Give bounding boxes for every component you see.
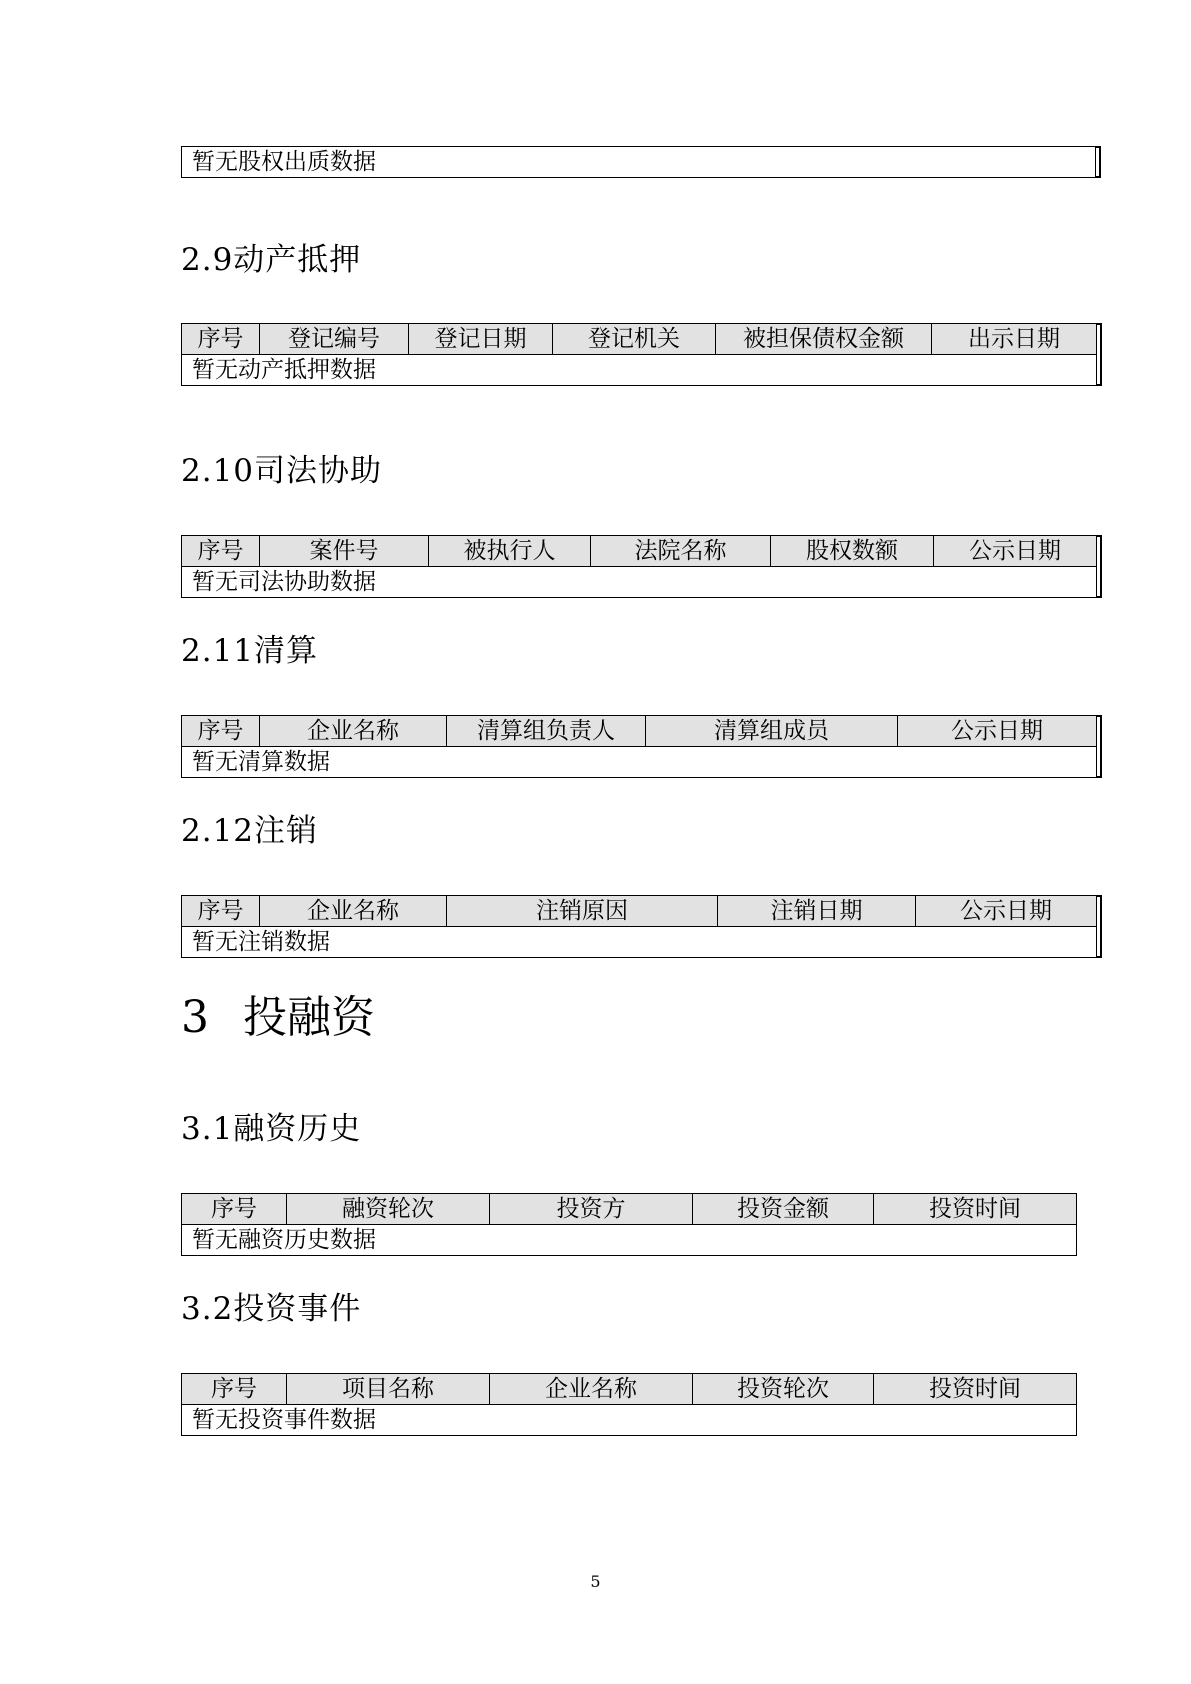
table-header-row [182, 1374, 1077, 1405]
col-header: 企业名称 [260, 716, 447, 747]
col-header: 被担保债权金额 [716, 324, 932, 355]
section-title-3-2: 3.2投资事件 [181, 1291, 362, 1327]
col-header: 股权数额 [771, 536, 934, 567]
col-header: 公示日期 [916, 896, 1097, 927]
chapter-number: 3 [181, 992, 209, 1043]
col-header: 投资时间 [874, 1194, 1077, 1225]
section-title-2-11: 2.11清算 [181, 633, 319, 669]
col-header: 清算组负责人 [447, 716, 646, 747]
table-header-row [182, 536, 1097, 567]
col-header: 登记机关 [553, 324, 716, 355]
empty-row: 暂无融资历史数据 [182, 1225, 1077, 1256]
chapter-title-3 [181, 993, 375, 1043]
empty-row: 暂无注销数据 [182, 927, 1097, 958]
section-title-2-12: 2.12注销 [181, 813, 319, 849]
col-header: 清算组成员 [646, 716, 898, 747]
col-header: 案件号 [260, 536, 429, 567]
chattel-mortgage-table [181, 323, 1097, 386]
table-header-row [182, 896, 1097, 927]
section-title-2-9: 2.9动产抵押 [181, 242, 362, 278]
col-header: 序号 [182, 536, 260, 567]
col-header: 出示日期 [932, 324, 1097, 355]
col-header: 序号 [182, 324, 260, 355]
chapter-title: 投融资 [243, 992, 375, 1043]
col-header: 项目名称 [287, 1374, 490, 1405]
empty-row: 暂无清算数据 [182, 747, 1097, 778]
table-header-row [182, 324, 1097, 355]
table-header-row [182, 716, 1097, 747]
col-header: 公示日期 [934, 536, 1097, 567]
equity-pledge-table [181, 146, 1096, 178]
col-header: 注销原因 [447, 896, 718, 927]
col-header: 序号 [182, 1374, 287, 1405]
empty-row: 暂无投资事件数据 [182, 1405, 1077, 1436]
financing-history-table [181, 1193, 1077, 1256]
col-header: 公示日期 [898, 716, 1097, 747]
col-header: 登记日期 [409, 324, 553, 355]
col-header: 被执行人 [429, 536, 591, 567]
col-header: 法院名称 [591, 536, 771, 567]
table-header-row [182, 1194, 1077, 1225]
page-number: 5 [590, 1572, 601, 1591]
col-header: 序号 [182, 1194, 287, 1225]
judicial-assistance-table [181, 535, 1097, 598]
liquidation-table [181, 715, 1097, 778]
section-title-3-1: 3.1融资历史 [181, 1111, 362, 1147]
section-title-2-10: 2.10司法协助 [181, 453, 383, 489]
col-header: 投资金额 [693, 1194, 874, 1225]
col-header: 登记编号 [260, 324, 409, 355]
col-header: 投资轮次 [693, 1374, 874, 1405]
empty-row: 暂无司法协助数据 [182, 567, 1097, 598]
col-header: 企业名称 [260, 896, 447, 927]
deregistration-table [181, 895, 1097, 958]
col-header: 投资时间 [874, 1374, 1077, 1405]
investment-events-table [181, 1373, 1077, 1436]
col-header: 序号 [182, 896, 260, 927]
col-header: 注销日期 [718, 896, 916, 927]
empty-row: 暂无股权出质数据 [182, 147, 1096, 178]
col-header: 融资轮次 [287, 1194, 490, 1225]
col-header: 序号 [182, 716, 260, 747]
empty-row: 暂无动产抵押数据 [182, 355, 1097, 386]
col-header: 企业名称 [490, 1374, 693, 1405]
col-header: 投资方 [490, 1194, 693, 1225]
